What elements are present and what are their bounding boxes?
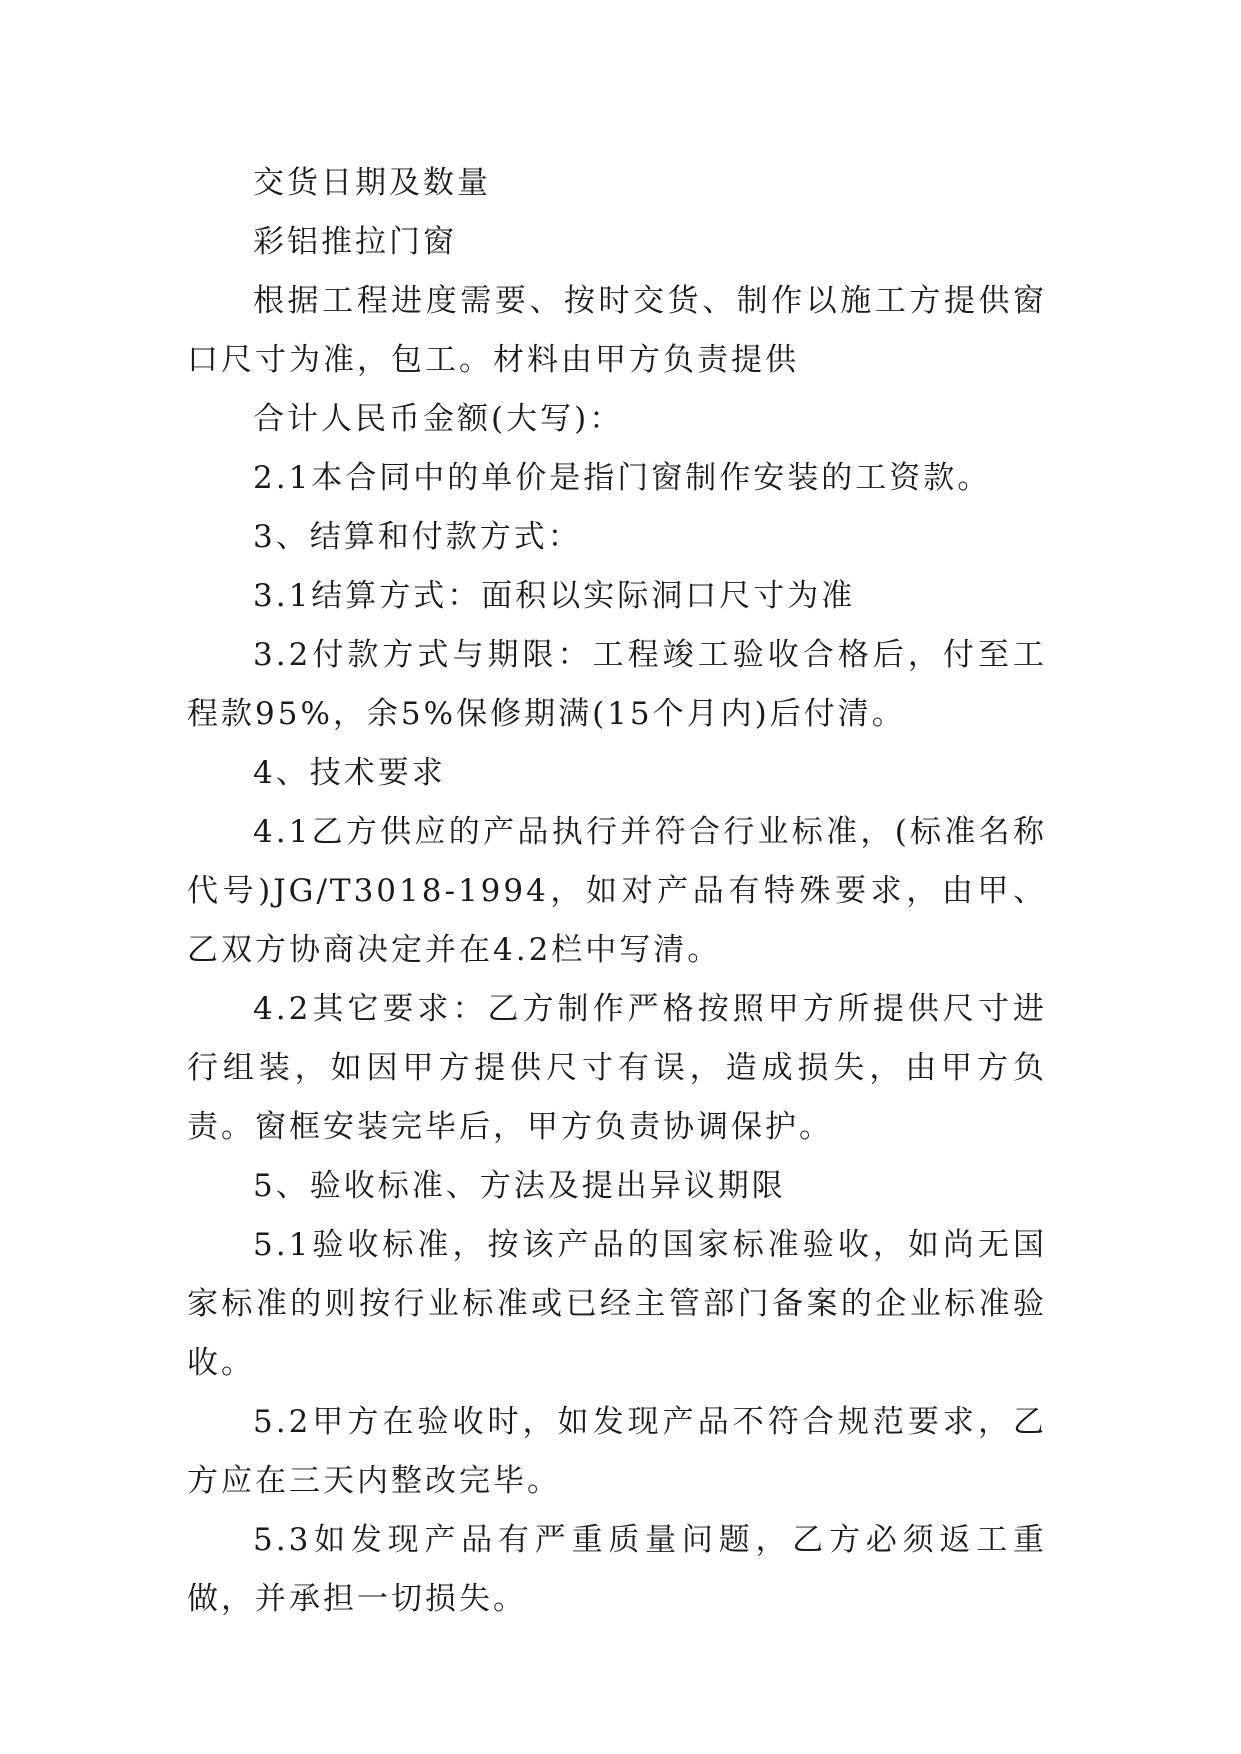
paragraph-clause-5-3: 5.3如发现产品有严重质量问题，乙方必须返工重做，并承担一切损失。: [187, 1522, 1047, 1617]
paragraph-section-4-heading: 4、技术要求: [253, 755, 446, 791]
paragraph-delivery-terms: 根据工程进度需要、按时交货、制作以施工方提供窗口尺寸为准，包工。材料由甲方负责提供: [187, 283, 1047, 378]
paragraph-delivery-date: 交货日期及数量: [253, 165, 491, 201]
paragraph-clause-2-1: 2.1本合同中的单价是指门窗制作安装的工资款。: [253, 460, 992, 496]
paragraph-clause-5-2: 5.2甲方在验收时，如发现产品不符合规范要求，乙方应在三天内整改完毕。: [187, 1404, 1047, 1499]
paragraph-clause-5-1: 5.1验收标准，按该产品的国家标准验收，如尚无国家标准的则按行业标准或已经主管部门备案的企业标准验收。: [187, 1227, 1047, 1381]
paragraph-total-amount: 合计人民币金额(大写)：: [253, 401, 624, 437]
paragraph-clause-4-1: 4.1乙方供应的产品执行并符合行业标准，(标准名称代号)JG/T3018-1994，如对产品有特殊要求，由甲、乙双方协商决定并在4.2栏中写清。: [187, 814, 1047, 968]
paragraph-clause-3-1: 3.1结算方式：面积以实际洞口尺寸为准: [253, 578, 856, 614]
paragraph-clause-3-2: 3.2付款方式与期限：工程竣工验收合格后，付至工程款95%，余5%保修期满(15个月内)后付清。: [187, 637, 1047, 732]
document-body: [187, 154, 1047, 1629]
paragraph-section-5-heading: 5、验收标准、方法及提出异议期限: [253, 1168, 786, 1204]
paragraph-product-name: 彩铝推拉门窗: [253, 224, 457, 260]
paragraph-section-3-heading: 3、结算和付款方式：: [253, 519, 582, 555]
paragraph-clause-4-2: 4.2其它要求：乙方制作严格按照甲方所提供尺寸进行组装，如因甲方提供尺寸有误，造成损失，由甲方负责。窗框安装完毕后，甲方负责协调保护。: [187, 991, 1047, 1145]
